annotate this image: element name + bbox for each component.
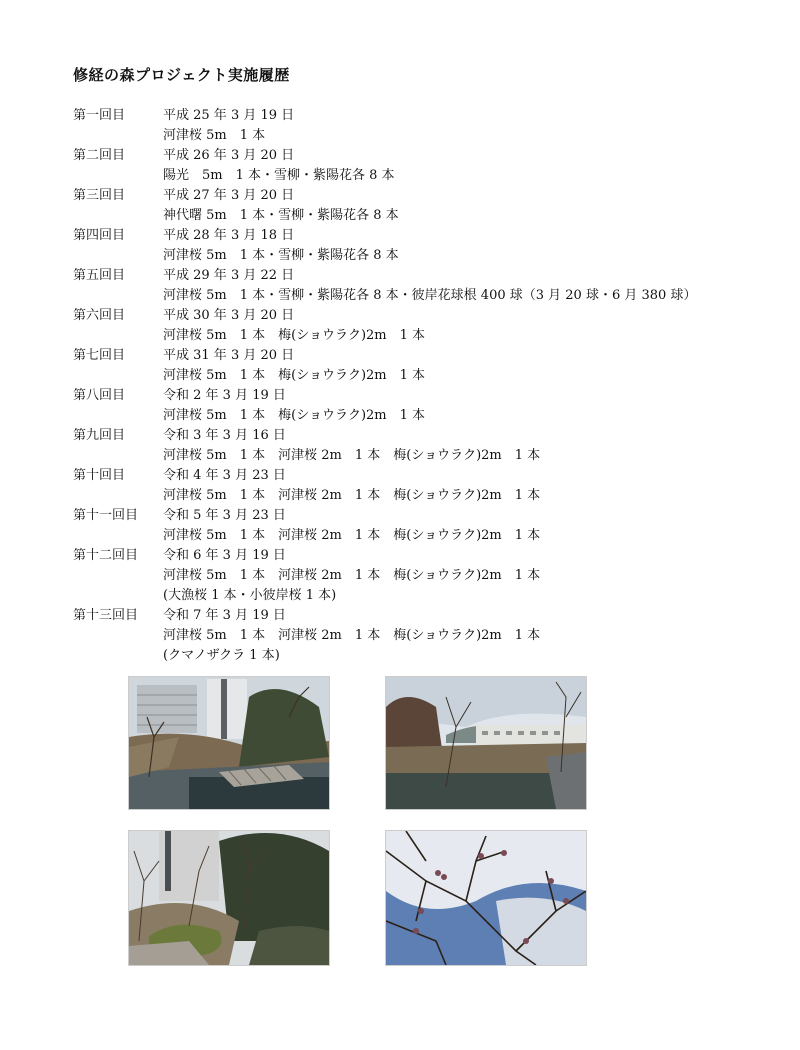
entry-round: 第十回目: [73, 468, 126, 483]
entry-round: 第七回目: [73, 348, 126, 363]
entry-date: 平成 25 年 3 月 19 日: [163, 108, 295, 123]
history-entry-6: [73, 306, 773, 346]
photo-pond-walkway: [128, 676, 330, 810]
history-entry-5: [73, 266, 773, 306]
history-entry-13: [73, 606, 773, 666]
photo-garden-shrubs: [128, 830, 330, 966]
history-list: [73, 106, 773, 666]
entry-date: 平成 26 年 3 月 20 日: [163, 148, 295, 163]
history-entry-3: [73, 186, 773, 226]
entry-round: 第五回目: [73, 268, 126, 283]
entry-detail-note: (クマノザクラ 1 本): [163, 648, 280, 663]
entry-round: 第六回目: [73, 308, 126, 323]
entry-detail: 河津桜 5m 1 本 河津桜 2m 1 本 梅(ショウラク)2m 1 本: [163, 528, 541, 543]
entry-round: 第九回目: [73, 428, 126, 443]
photo-cherry-branches: [385, 830, 587, 966]
entry-round: 第四回目: [73, 228, 126, 243]
entry-detail: 河津桜 5m 1 本 河津桜 2m 1 本 梅(ショウラク)2m 1 本: [163, 488, 541, 503]
entry-detail: 河津桜 5m 1 本・雪柳・紫陽花各 8 本・彼岸花球根 400 球（3 月 20 球・6 月 380 球）: [163, 288, 697, 303]
history-entry-4: [73, 226, 773, 266]
entry-detail: 河津桜 5m 1 本 梅(ショウラク)2m 1 本: [163, 408, 426, 423]
entry-date: 平成 31 年 3 月 20 日: [163, 348, 295, 363]
history-entry-11: [73, 506, 773, 546]
entry-round: 第二回目: [73, 148, 126, 163]
entry-round: 第一回目: [73, 108, 126, 123]
entry-detail: 河津桜 5m 1 本 河津桜 2m 1 本 梅(ショウラク)2m 1 本: [163, 448, 541, 463]
photo-pond-buildings: [385, 676, 587, 810]
entry-detail: 河津桜 5m 1 本 梅(ショウラク)2m 1 本: [163, 328, 426, 343]
history-entry-2: [73, 146, 773, 186]
entry-date: 令和 7 年 3 月 19 日: [163, 608, 286, 623]
entry-round: 第八回目: [73, 388, 126, 403]
entry-detail: 河津桜 5m 1 本: [163, 128, 266, 143]
entry-date: 令和 4 年 3 月 23 日: [163, 468, 286, 483]
entry-detail: 神代曙 5m 1 本・雪柳・紫陽花各 8 本: [163, 208, 399, 223]
entry-date: 令和 2 年 3 月 19 日: [163, 388, 286, 403]
entry-date: 令和 3 年 3 月 16 日: [163, 428, 286, 443]
history-entry-9: [73, 426, 773, 466]
entry-round: 第十三回目: [73, 608, 139, 623]
entry-round: 第十二回目: [73, 548, 139, 563]
entry-detail: 陽光 5m 1 本・雪柳・紫陽花各 8 本: [163, 168, 395, 183]
entry-detail: 河津桜 5m 1 本 梅(ショウラク)2m 1 本: [163, 368, 426, 383]
entry-detail: 河津桜 5m 1 本 河津桜 2m 1 本 梅(ショウラク)2m 1 本: [163, 568, 541, 583]
history-entry-8: [73, 386, 773, 426]
entry-date: 令和 5 年 3 月 23 日: [163, 508, 286, 523]
entry-detail: 河津桜 5m 1 本 河津桜 2m 1 本 梅(ショウラク)2m 1 本: [163, 628, 541, 643]
page-title: 修経の森プロジェクト実施履歴: [73, 66, 290, 84]
history-entry-1: [73, 106, 773, 146]
entry-date: 平成 27 年 3 月 20 日: [163, 188, 295, 203]
entry-round: 第十一回目: [73, 508, 139, 523]
entry-detail: 河津桜 5m 1 本・雪柳・紫陽花各 8 本: [163, 248, 399, 263]
entry-date: 平成 29 年 3 月 22 日: [163, 268, 295, 283]
entry-date: 令和 6 年 3 月 19 日: [163, 548, 286, 563]
history-entry-10: [73, 466, 773, 506]
entry-round: 第三回目: [73, 188, 126, 203]
entry-date: 平成 28 年 3 月 18 日: [163, 228, 295, 243]
history-entry-12: [73, 546, 773, 606]
entry-date: 平成 30 年 3 月 20 日: [163, 308, 295, 323]
entry-detail-note: (大漁桜 1 本・小彼岸桜 1 本): [163, 588, 337, 603]
history-entry-7: [73, 346, 773, 386]
